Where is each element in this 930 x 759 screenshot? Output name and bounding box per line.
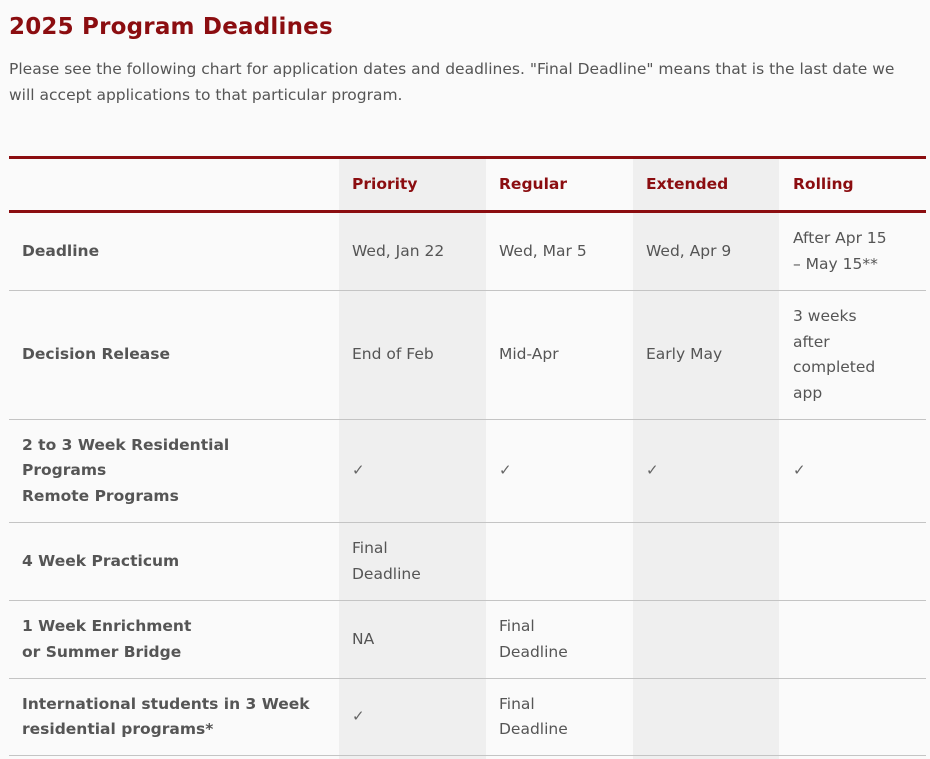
- checkmark-icon: ✓: [793, 461, 806, 480]
- cell-line: Programs: [22, 461, 107, 480]
- cell-line: After Apr 15: [793, 229, 887, 247]
- row-label-deadline: [22, 213, 322, 290]
- table-cell-regular: [499, 291, 629, 419]
- table-cell-priority: [352, 679, 482, 755]
- cell-line: Final: [352, 539, 388, 557]
- cell-line: or Summer Bridge: [22, 642, 182, 661]
- cell-line: Wed, Apr 9: [646, 241, 732, 260]
- table-cell-extended: [646, 420, 776, 522]
- cell-line: Wed, Mar 5: [499, 241, 587, 260]
- row-label-2-to-3-week-residential: [22, 420, 322, 522]
- cell-line: after: [793, 332, 830, 351]
- table-cell-regular: [499, 420, 629, 522]
- cell-line: app: [793, 383, 823, 402]
- table-cell-rolling: [793, 213, 913, 290]
- cell-line: Decision Release: [22, 345, 170, 364]
- table-cell-priority: [352, 420, 482, 522]
- table-cell-priority: [352, 213, 482, 290]
- column-header-priority: Priority: [352, 174, 418, 193]
- checkmark-icon: ✓: [646, 461, 659, 480]
- table-cell-priority: [352, 601, 482, 678]
- cell-line: 3 weeks: [793, 307, 857, 325]
- cell-line: Early May: [646, 345, 723, 364]
- cell-line: 1 Week Enrichment: [22, 617, 192, 635]
- table-cell-regular: [499, 601, 629, 678]
- checkmark-icon: ✓: [499, 461, 512, 480]
- cell-line: Mid-Apr: [499, 345, 559, 364]
- cell-line: End of Feb: [352, 345, 434, 364]
- checkmark-icon: ✓: [352, 707, 365, 726]
- cell-line: completed: [793, 358, 876, 376]
- table-cell-rolling: [793, 291, 913, 419]
- cell-line: International students in 3 Week: [22, 694, 310, 713]
- column-header-rolling: Rolling: [793, 174, 854, 193]
- page-title: 2025 Program Deadlines: [9, 14, 333, 40]
- cell-line: – May 15**: [793, 254, 878, 273]
- table-cell-regular: [499, 679, 629, 755]
- row-label-4-week-practicum: [22, 523, 322, 600]
- table-cell-rolling: [793, 420, 913, 522]
- table-cell-extended: [646, 213, 776, 290]
- cell-line: residential programs*: [22, 720, 214, 738]
- column-header-regular: Regular: [499, 174, 567, 193]
- row-label-international-students-in-3-week: [22, 679, 322, 755]
- cell-line: NA: [352, 629, 375, 648]
- table-cell-priority: [352, 291, 482, 419]
- table-cell-regular: [499, 213, 629, 290]
- row-divider: [9, 755, 926, 756]
- cell-line: Deadline: [352, 564, 421, 583]
- cell-line: Deadline: [22, 241, 100, 260]
- cell-line: 2 to 3 Week Residential: [22, 435, 230, 454]
- cell-line: Remote Programs: [22, 486, 179, 505]
- checkmark-icon: ✓: [352, 461, 365, 480]
- intro-text: Please see the following chart for application dates and deadlines. "Final Deadline" means that is the last date we will accept applications to that particular program.: [9, 60, 895, 104]
- cell-line: Wed, Jan 22: [352, 241, 445, 260]
- table-cell-priority: [352, 523, 482, 600]
- column-header-extended: Extended: [646, 174, 729, 193]
- cell-line: Final: [499, 694, 535, 713]
- cell-line: 4 Week Practicum: [22, 551, 180, 570]
- cell-line: Deadline: [499, 720, 568, 738]
- row-label-1-week-enrichment: [22, 601, 322, 678]
- row-label-decision-release: [22, 291, 322, 419]
- cell-line: Deadline: [499, 642, 568, 661]
- cell-line: Final: [499, 617, 535, 635]
- table-cell-extended: [646, 291, 776, 419]
